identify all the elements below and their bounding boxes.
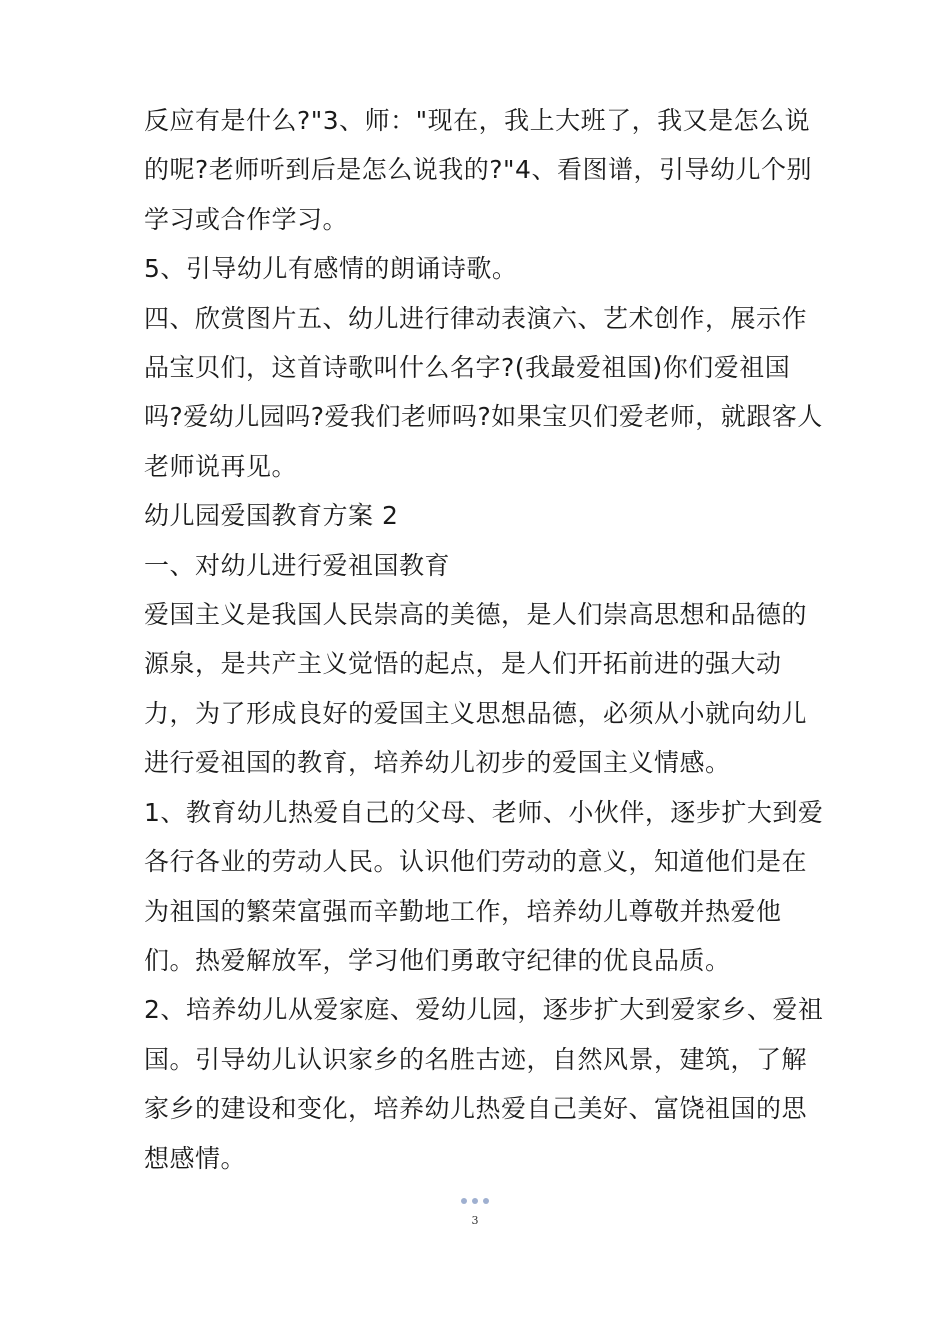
ellipsis-dots-icon	[0, 1198, 950, 1206]
paragraph: 反应有是什么?"3、师："现在，我上大班了，我又是怎么说的呢?老师听到后是怎么说我的?"4、看图谱，引导幼儿个别学习或合作学习。	[144, 106, 812, 234]
paragraph: 四、欣赏图片五、幼儿进行律动表演六、艺术创作，展示作品宝贝们，这首诗歌叫什么名字?(我最爱祖国)你们爱祖国吗?爱幼儿园吗?爱我们老师吗?如果宝贝们爱老师，就跟客人老师说再见。	[144, 303, 823, 481]
page-footer	[0, 1198, 950, 1227]
document-body	[144, 96, 824, 1183]
subsection-heading: 一、对幼儿进行爱祖国教育	[144, 550, 451, 580]
dot-icon	[483, 1198, 489, 1204]
paragraph: 5、引导幼儿有感情的朗诵诗歌。	[144, 254, 518, 284]
page-number: 3	[471, 1214, 479, 1227]
section-heading: 幼儿园爱国教育方案 2	[144, 501, 399, 531]
paragraph: 1、教育幼儿热爱自己的父母、老师、小伙伴，逐步扩大到爱各行各业的劳动人民。认识他们劳动的意义，知道他们是在为祖国的繁荣富强而辛勤地工作，培养幼儿尊敬并热爱他们。热爱解放军，学习他们勇敢守纪律的优良品质。	[144, 797, 824, 975]
paragraph: 2、培养幼儿从爱家庭、爱幼儿园，逐步扩大到爱家乡、爱祖国。引导幼儿认识家乡的名胜古迹，自然风景，建筑，了解家乡的建设和变化，培养幼儿热爱自己美好、富饶祖国的思想感情。	[144, 995, 824, 1173]
paragraph: 爱国主义是我国人民崇高的美德，是人们崇高思想和品德的源泉，是共产主义觉悟的起点，是人们开拓前进的强大动力，为了形成良好的爱国主义思想品德，必须从小就向幼儿进行爱祖国的教育，培养幼儿初步的爱国主义情感。	[144, 600, 808, 778]
dot-icon	[461, 1198, 467, 1204]
dot-icon	[472, 1198, 478, 1204]
